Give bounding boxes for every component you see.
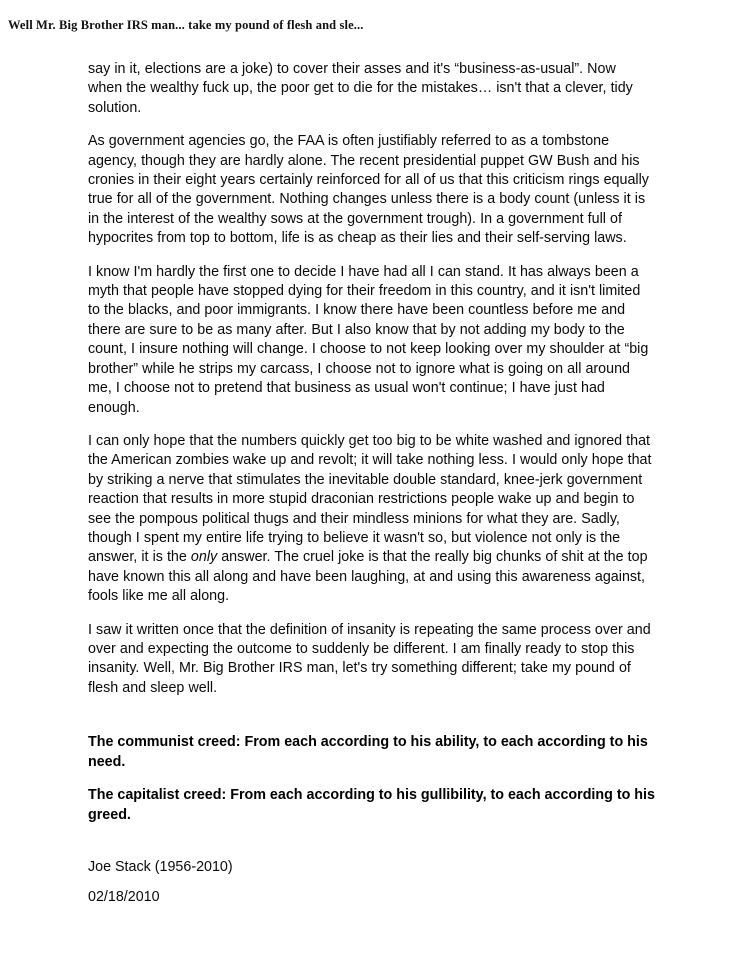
signature-block: [88, 858, 652, 906]
paragraph-segment-text: I can only hope that the numbers quickly get too big to be white washed and ignored that the American zombies wake up and revolt; it will take nothing less. I would only hope that by striking a nerve that stimulates the inevitable double standard, knee-jerk government reaction that results in more stupid draconian restrictions people wake up and begin to see the pompous political thugs and their mindless minions for what they are. Sadly, though I spent my entire life trying to believe it wasn't so, but violence not only is the answer, it is the: [88, 432, 652, 566]
paragraph-definition-of-insanity: I saw it written once that the definition of insanity is repeating the same process over and over and expecting the outcome to suddenly be different. I am finally ready to stop this insanity. Well, Mr. Big Brother IRS man, let's try something different; take my pound of flesh and sleep well.: [88, 621, 651, 696]
emphasis-only: only: [190, 549, 218, 566]
document-body-column: [88, 60, 655, 918]
signature-date: 02/18/2010: [88, 888, 160, 905]
signature-author: Joe Stack (1956-2010): [88, 858, 233, 875]
creed-communist: The communist creed: From each according to his ability, to each according to his need.: [88, 734, 648, 770]
paragraph-faa-tombstone-agency: As government agencies go, the FAA is often justifiably referred to as a tombstone agency, though they are hardly alone. The recent presidential puppet GW Bush and his cronies in their eight years certainly reinforced for all of us that this criticism rings equally true for all of the government. Nothing changes unless there is a body count (unless it is in the interest of the wealthy sows at the government trough). In a government full of hypocrites from top to bottom, life is as cheap as their lies and their self-serving laws.: [88, 133, 649, 247]
paragraph-segment-text-tail: answer. The cruel joke is that the really big chunks of shit at the top have known this all along and have been laughing, at and using this awareness against, fools like me all along.: [88, 549, 648, 605]
paragraph-american-zombies: [88, 432, 652, 607]
paragraph-business-as-usual: say in it, elections are a joke) to cover their asses and it's “business-as-usual”. Now when the wealthy fuck up, the poor get to die for the mistakes… isn't that a clever, tidy solution.: [88, 61, 633, 116]
paragraph-had-enough: I know I'm hardly the first one to decide I have had all I can stand. It has always been a myth that people have stopped dying for their freedom in this country, and it isn't limited to the blacks, and poor immigrants. I know there have been countless before me and there are sure to be as many after. But I also know that by not adding my body to the count, I insure nothing will change. I choose to not keep looking over my shoulder at “big brother” while he strips my carcass, I choose not to ignore what is going on all around me, I choose not to pretend that business as usual won't continue; I have just had enough.: [88, 263, 649, 416]
creed-capitalist: The capitalist creed: From each according to his gullibility, to each according to his greed.: [88, 787, 655, 823]
creed-block: [88, 733, 655, 825]
running-header: Well Mr. Big Brother IRS man... take my pound of flesh and sle...: [8, 18, 364, 32]
